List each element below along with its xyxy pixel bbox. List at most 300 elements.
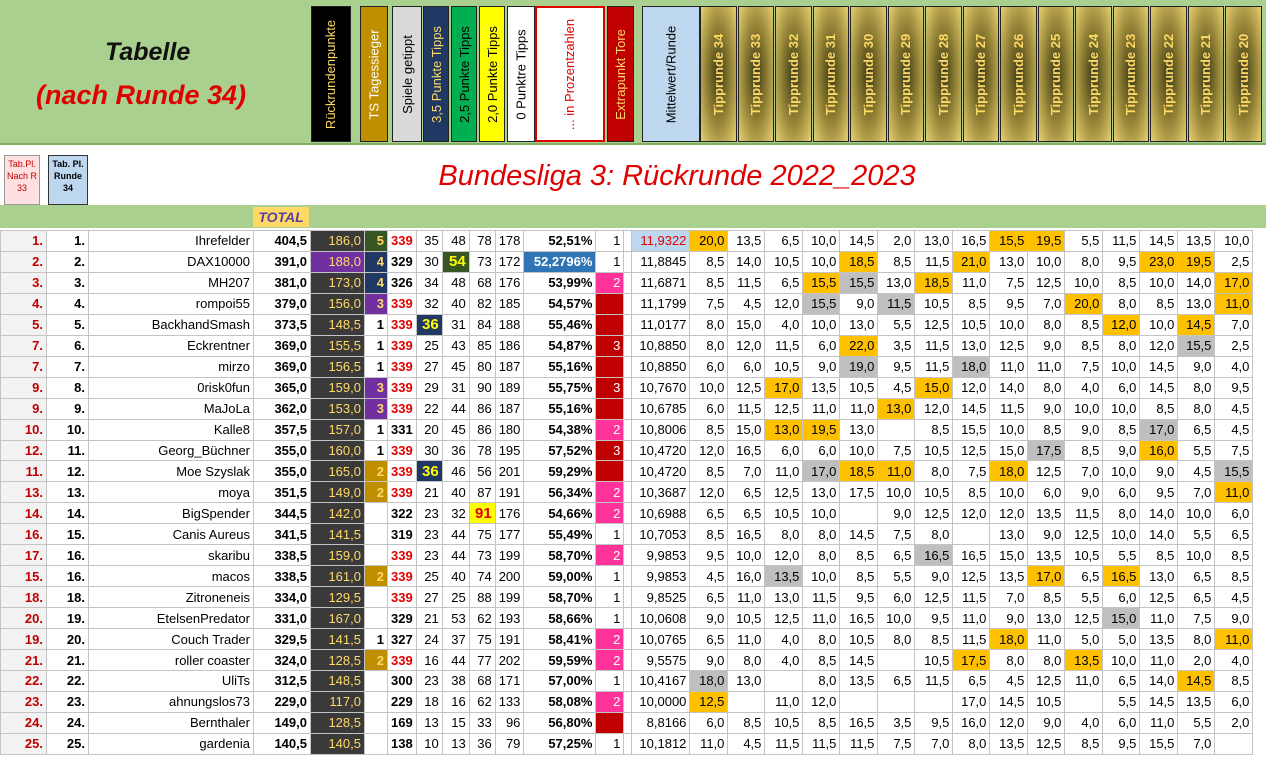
new-rank-header: Tab. Pl. Runde 34 xyxy=(48,155,88,205)
round-score: 11,0 xyxy=(878,461,915,482)
p35-count: 25 xyxy=(416,566,442,587)
extra-goals: 1 xyxy=(596,733,624,754)
games-tipped: 339 xyxy=(388,335,417,356)
round-score: 9,5 xyxy=(1215,377,1253,398)
round-score: 20,0 xyxy=(690,231,728,252)
average-per-round: 10,4167 xyxy=(632,671,690,692)
old-rank: 9. xyxy=(1,377,47,398)
p35-count: 10 xyxy=(416,733,442,754)
average-per-round: 9,9853 xyxy=(632,566,690,587)
new-rank: 1. xyxy=(47,231,89,252)
round-score: 12,5 xyxy=(1140,587,1178,608)
round-score: 9,0 xyxy=(1028,524,1065,545)
average-per-round: 10,3687 xyxy=(632,482,690,503)
rueckrunde-points: 159,0 xyxy=(311,377,365,398)
extra-goals: 2 xyxy=(596,545,624,566)
round-score: 8,0 xyxy=(690,335,728,356)
total-points: 334,0 xyxy=(254,587,311,608)
round-score: 7,5 xyxy=(953,461,990,482)
table-row xyxy=(1,608,1253,629)
new-rank: 2. xyxy=(47,251,89,272)
p0-count: 199 xyxy=(495,587,524,608)
spacer xyxy=(624,671,632,692)
rueckrunde-points: 141,5 xyxy=(311,629,365,650)
round-score: 11,0 xyxy=(953,608,990,629)
p25-count: 45 xyxy=(442,356,469,377)
average-per-round: 10,7670 xyxy=(632,377,690,398)
games-tipped: 327 xyxy=(388,629,417,650)
player-name: Bernthaler xyxy=(89,712,254,733)
round-score: 16,5 xyxy=(728,524,765,545)
p0-count: 193 xyxy=(495,608,524,629)
p35-count: 24 xyxy=(416,629,442,650)
round-score: 6,5 xyxy=(728,482,765,503)
round-header-7: Tipprunde 27 xyxy=(963,6,999,142)
old-rank: 5. xyxy=(1,314,47,335)
round-score: 12,0 xyxy=(765,545,803,566)
ts-count xyxy=(365,608,388,629)
total-points: 362,0 xyxy=(254,398,311,419)
p35-count: 21 xyxy=(416,482,442,503)
old-rank: 15. xyxy=(1,566,47,587)
round-score: 13,0 xyxy=(728,671,765,692)
p0-count: 187 xyxy=(495,398,524,419)
extra-goals: 1 xyxy=(596,671,624,692)
percent: 58,41% xyxy=(524,629,596,650)
round-score: 12,5 xyxy=(690,691,728,712)
round-score: 4,5 xyxy=(1215,587,1253,608)
round-score: 13,5 xyxy=(728,231,765,252)
p20-count: 75 xyxy=(469,629,495,650)
spacer xyxy=(624,545,632,566)
player-name: MH207 xyxy=(89,272,254,293)
round-score: 11,5 xyxy=(953,629,990,650)
old-rank: 14. xyxy=(1,503,47,524)
average-per-round: 9,8525 xyxy=(632,587,690,608)
round-score xyxy=(953,524,990,545)
total-points: 369,0 xyxy=(254,335,311,356)
round-score: 12,0 xyxy=(803,691,840,712)
percent: 58,70% xyxy=(524,545,596,566)
player-name: UliTs xyxy=(89,671,254,692)
round-score: 15,5 xyxy=(953,419,990,440)
round-score: 13,0 xyxy=(953,335,990,356)
percent: 56,80% xyxy=(524,712,596,733)
round-score: 5,0 xyxy=(1065,629,1103,650)
ts-count: 3 xyxy=(365,377,388,398)
total-points: 338,5 xyxy=(254,566,311,587)
games-tipped: 339 xyxy=(388,231,417,252)
rueckrunde-points: 155,5 xyxy=(311,335,365,356)
round-score: 6,5 xyxy=(728,503,765,524)
round-score: 10,0 xyxy=(803,503,840,524)
round-score: 14,5 xyxy=(1140,691,1178,712)
round-score: 10,5 xyxy=(765,251,803,272)
round-score: 11,5 xyxy=(840,733,878,754)
p25-count: 15 xyxy=(442,712,469,733)
round-score: 10,0 xyxy=(690,377,728,398)
p0-count: 176 xyxy=(495,503,524,524)
round-score: 13,0 xyxy=(915,231,953,252)
extra-goals: 1 xyxy=(596,587,624,608)
round-score: 6,0 xyxy=(878,587,915,608)
round-score: 10,0 xyxy=(990,419,1028,440)
round-score: 7,5 xyxy=(1215,440,1253,461)
round-score: 10,0 xyxy=(878,482,915,503)
round-score: 8,5 xyxy=(690,272,728,293)
round-score: 6,0 xyxy=(1103,587,1140,608)
round-score: 14,0 xyxy=(1140,503,1178,524)
round-score: 15,5 xyxy=(1140,733,1178,754)
total-points: 365,0 xyxy=(254,377,311,398)
round-score: 10,5 xyxy=(915,293,953,314)
round-score: 20,0 xyxy=(1065,293,1103,314)
old-rank: 24. xyxy=(1,712,47,733)
round-score: 11,5 xyxy=(1065,503,1103,524)
ts-count xyxy=(365,524,388,545)
round-score: 9,5 xyxy=(1103,733,1140,754)
new-rank: 25. xyxy=(47,733,89,754)
table-row xyxy=(1,587,1253,608)
round-score: 13,0 xyxy=(765,419,803,440)
p20-count: 77 xyxy=(469,650,495,671)
games-tipped: 229 xyxy=(388,691,417,712)
old-rank: 4. xyxy=(1,293,47,314)
round-score: 6,0 xyxy=(765,440,803,461)
round-score: 8,5 xyxy=(1215,545,1253,566)
p35-count: 22 xyxy=(416,398,442,419)
round-score: 10,0 xyxy=(1103,650,1140,671)
round-score: 13,5 xyxy=(1140,629,1178,650)
round-score: 8,5 xyxy=(915,419,953,440)
player-name: BigSpender xyxy=(89,503,254,524)
round-score: 19,0 xyxy=(840,356,878,377)
round-score: 18,0 xyxy=(990,629,1028,650)
p20-count: 33 xyxy=(469,712,495,733)
round-score: 7,0 xyxy=(1215,314,1253,335)
round-score: 10,0 xyxy=(803,314,840,335)
round-header-4: Tipprunde 30 xyxy=(850,6,887,142)
round-header-5: Tipprunde 29 xyxy=(888,6,924,142)
spacer xyxy=(624,335,632,356)
total-points: 338,5 xyxy=(254,545,311,566)
p0-count: 191 xyxy=(495,629,524,650)
total-points: 329,5 xyxy=(254,629,311,650)
round-score: 8,0 xyxy=(803,545,840,566)
extra-goals: 3 xyxy=(596,377,624,398)
percent: 54,66% xyxy=(524,503,596,524)
round-score: 9,0 xyxy=(1178,356,1215,377)
round-score: 18,5 xyxy=(840,251,878,272)
round-score: 13,5 xyxy=(1178,231,1215,252)
round-header-3: Tipprunde 31 xyxy=(813,6,849,142)
round-score: 8,5 xyxy=(1140,398,1178,419)
sheet-title: Tabelle xyxy=(105,38,191,66)
round-score: 11,0 xyxy=(1065,671,1103,692)
round-score: 16,5 xyxy=(1103,566,1140,587)
round-score: 9,0 xyxy=(1028,335,1065,356)
old-rank: 11. xyxy=(1,461,47,482)
rueckrunde-points: 128,5 xyxy=(311,650,365,671)
spacer xyxy=(624,293,632,314)
average-per-round: 11,9322 xyxy=(632,231,690,252)
round-score: 8,0 xyxy=(1065,251,1103,272)
p0-count: 172 xyxy=(495,251,524,272)
round-score: 7,5 xyxy=(990,272,1028,293)
player-name: EtelsenPredator xyxy=(89,608,254,629)
round-header-14: Tipprunde 20 xyxy=(1225,6,1262,142)
p25-count: 53 xyxy=(442,608,469,629)
old-rank: 19. xyxy=(1,629,47,650)
p0-count: 96 xyxy=(495,712,524,733)
round-score: 4,5 xyxy=(728,293,765,314)
new-rank: 6. xyxy=(47,335,89,356)
extra-goals: 1 xyxy=(596,566,624,587)
round-score: 13,5 xyxy=(803,377,840,398)
total-strip xyxy=(0,205,1266,228)
round-score: 12,0 xyxy=(953,377,990,398)
extra-goals: 2 xyxy=(596,482,624,503)
round-score: 8,0 xyxy=(728,650,765,671)
p35-count: 23 xyxy=(416,524,442,545)
average-per-round: 11,0177 xyxy=(632,314,690,335)
rueckrunde-points: 148,5 xyxy=(311,671,365,692)
total-points: 381,0 xyxy=(254,272,311,293)
ts-count: 1 xyxy=(365,335,388,356)
old-rank: 12. xyxy=(1,440,47,461)
p35-count: 13 xyxy=(416,712,442,733)
table-row xyxy=(1,503,1253,524)
round-score: 11,5 xyxy=(765,733,803,754)
round-score: 8,0 xyxy=(878,629,915,650)
round-score: 9,5 xyxy=(840,587,878,608)
round-score: 11,5 xyxy=(878,293,915,314)
p25-count: 46 xyxy=(442,461,469,482)
p0-count: 185 xyxy=(495,293,524,314)
extra-goals xyxy=(596,398,624,419)
player-name: gardenia xyxy=(89,733,254,754)
total-label: TOTAL xyxy=(253,207,309,227)
round-score: 10,0 xyxy=(840,440,878,461)
header-prozent: ... in Prozentzahlen xyxy=(535,6,605,142)
p20-count: 86 xyxy=(469,398,495,419)
p20-count: 85 xyxy=(469,335,495,356)
round-score: 10,5 xyxy=(728,608,765,629)
new-rank: 18. xyxy=(47,587,89,608)
p25-count: 31 xyxy=(442,314,469,335)
round-score: 16,5 xyxy=(915,545,953,566)
round-score: 8,5 xyxy=(690,524,728,545)
round-score: 11,0 xyxy=(728,629,765,650)
round-score: 15,5 xyxy=(803,272,840,293)
round-score: 9,0 xyxy=(1215,608,1253,629)
games-tipped: 322 xyxy=(388,503,417,524)
p0-count: 133 xyxy=(495,691,524,712)
total-points: 341,5 xyxy=(254,524,311,545)
p20-count: 74 xyxy=(469,566,495,587)
round-score: 11,0 xyxy=(1140,712,1178,733)
player-name: Ihrefelder xyxy=(89,231,254,252)
percent: 57,00% xyxy=(524,671,596,692)
extra-goals xyxy=(596,461,624,482)
round-score: 7,0 xyxy=(728,461,765,482)
round-score: 3,5 xyxy=(878,335,915,356)
round-score: 8,5 xyxy=(1140,545,1178,566)
round-score: 12,0 xyxy=(953,503,990,524)
round-score: 4,0 xyxy=(1065,712,1103,733)
round-score: 12,5 xyxy=(915,587,953,608)
new-rank: 11. xyxy=(47,440,89,461)
round-score: 4,5 xyxy=(728,733,765,754)
round-score: 14,5 xyxy=(1178,671,1215,692)
round-score: 12,0 xyxy=(915,398,953,419)
round-score: 10,5 xyxy=(1065,545,1103,566)
table-row xyxy=(1,377,1253,398)
percent: 54,57% xyxy=(524,293,596,314)
round-score: 8,5 xyxy=(1215,566,1253,587)
spacer xyxy=(624,733,632,754)
total-points: 229,0 xyxy=(254,691,311,712)
table-row xyxy=(1,356,1253,377)
new-rank: 13. xyxy=(47,482,89,503)
round-score: 11,0 xyxy=(1215,629,1253,650)
table-row xyxy=(1,461,1253,482)
p25-count: 48 xyxy=(442,231,469,252)
round-score: 7,0 xyxy=(1178,482,1215,503)
round-score: 9,5 xyxy=(915,712,953,733)
round-score: 15,5 xyxy=(1178,335,1215,356)
rueckrunde-points: 148,5 xyxy=(311,314,365,335)
games-tipped: 339 xyxy=(388,440,417,461)
p0-count: 189 xyxy=(495,377,524,398)
round-score: 16,5 xyxy=(840,712,878,733)
p35-count: 23 xyxy=(416,545,442,566)
p0-count: 199 xyxy=(495,545,524,566)
total-points: 140,5 xyxy=(254,733,311,754)
round-score: 7,5 xyxy=(690,293,728,314)
p20-count: 78 xyxy=(469,231,495,252)
round-score: 7,0 xyxy=(1028,293,1065,314)
p25-count: 44 xyxy=(442,650,469,671)
new-rank: 19. xyxy=(47,608,89,629)
p25-count: 25 xyxy=(442,587,469,608)
round-score: 10,0 xyxy=(1140,314,1178,335)
spacer xyxy=(624,461,632,482)
round-score: 9,5 xyxy=(1103,251,1140,272)
new-rank: 9. xyxy=(47,398,89,419)
round-score xyxy=(765,671,803,692)
round-score: 8,5 xyxy=(840,545,878,566)
round-score: 10,0 xyxy=(1028,251,1065,272)
round-score: 12,0 xyxy=(1140,335,1178,356)
new-rank: 20. xyxy=(47,629,89,650)
new-rank: 16. xyxy=(47,545,89,566)
round-score: 17,0 xyxy=(1215,272,1253,293)
round-score: 2,5 xyxy=(1215,251,1253,272)
round-score: 13,0 xyxy=(840,314,878,335)
p0-count: 202 xyxy=(495,650,524,671)
player-name: Georg_Büchner xyxy=(89,440,254,461)
total-points: 351,5 xyxy=(254,482,311,503)
round-score: 13,0 xyxy=(1140,566,1178,587)
round-score: 9,0 xyxy=(803,356,840,377)
round-score: 12,5 xyxy=(1028,272,1065,293)
round-score: 15,0 xyxy=(728,419,765,440)
round-score: 6,0 xyxy=(690,398,728,419)
round-score: 8,5 xyxy=(1103,419,1140,440)
round-score: 12,5 xyxy=(765,608,803,629)
round-score: 11,5 xyxy=(1103,231,1140,252)
p20-count: 68 xyxy=(469,272,495,293)
round-score: 14,5 xyxy=(990,691,1028,712)
old-rank: 20. xyxy=(1,608,47,629)
percent: 55,46% xyxy=(524,314,596,335)
ts-count: 2 xyxy=(365,461,388,482)
round-score: 6,5 xyxy=(765,231,803,252)
rueckrunde-points: 140,5 xyxy=(311,733,365,754)
total-points: 373,5 xyxy=(254,314,311,335)
old-rank: 10. xyxy=(1,419,47,440)
round-score: 15,0 xyxy=(990,440,1028,461)
round-score: 9,0 xyxy=(915,566,953,587)
round-score: 17,0 xyxy=(953,691,990,712)
spacer xyxy=(624,398,632,419)
round-score: 2,0 xyxy=(1178,650,1215,671)
p25-count: 44 xyxy=(442,545,469,566)
new-rank: 12. xyxy=(47,461,89,482)
round-header-10: Tipprunde 24 xyxy=(1075,6,1112,142)
games-tipped: 339 xyxy=(388,314,417,335)
round-score: 6,5 xyxy=(1065,566,1103,587)
games-tipped: 339 xyxy=(388,482,417,503)
average-per-round: 10,8850 xyxy=(632,335,690,356)
ts-count: 4 xyxy=(365,251,388,272)
p20-count: 78 xyxy=(469,440,495,461)
round-score: 17,5 xyxy=(1028,440,1065,461)
player-name: Moe Szyslak xyxy=(89,461,254,482)
spacer xyxy=(624,524,632,545)
p35-count: 21 xyxy=(416,608,442,629)
round-score: 17,5 xyxy=(840,482,878,503)
round-score: 8,0 xyxy=(990,650,1028,671)
round-score: 21,0 xyxy=(953,251,990,272)
round-score: 10,0 xyxy=(1103,398,1140,419)
round-score: 16,5 xyxy=(728,440,765,461)
round-score: 8,5 xyxy=(840,566,878,587)
player-name: Zitroneneis xyxy=(89,587,254,608)
p35-count: 16 xyxy=(416,650,442,671)
round-score: 17,5 xyxy=(953,650,990,671)
average-per-round: 9,9853 xyxy=(632,545,690,566)
p20-count: 80 xyxy=(469,356,495,377)
games-tipped: 331 xyxy=(388,419,417,440)
rueckrunde-points: 186,0 xyxy=(311,231,365,252)
table-row xyxy=(1,251,1253,272)
round-score: 5,5 xyxy=(1103,691,1140,712)
header-ts: TS Tagessieger xyxy=(360,6,388,142)
round-score: 9,0 xyxy=(1028,712,1065,733)
percent: 57,25% xyxy=(524,733,596,754)
p35-count: 23 xyxy=(416,671,442,692)
round-score: 2,0 xyxy=(878,231,915,252)
games-tipped: 138 xyxy=(388,733,417,754)
table-row xyxy=(1,671,1253,692)
round-header-9: Tipprunde 25 xyxy=(1038,6,1074,142)
p25-count: 44 xyxy=(442,524,469,545)
rueckrunde-points: 153,0 xyxy=(311,398,365,419)
spacer xyxy=(624,503,632,524)
round-score: 16,5 xyxy=(840,608,878,629)
